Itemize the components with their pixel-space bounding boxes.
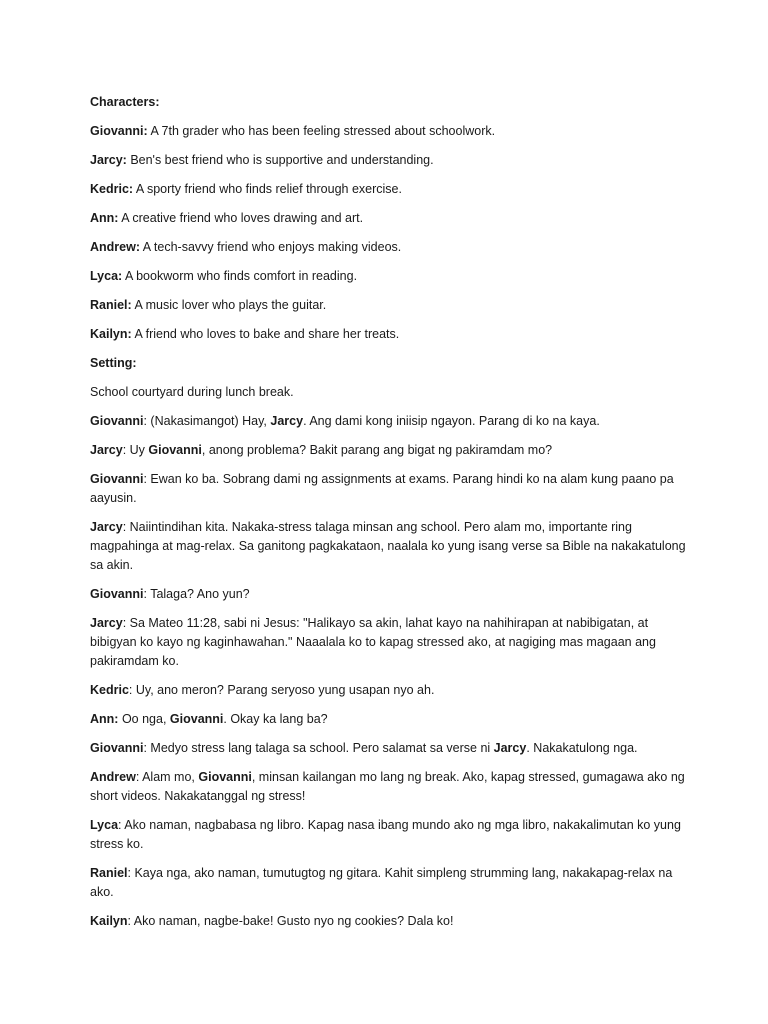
bold-text-run: Characters: <box>90 95 160 109</box>
bold-text-run: Andrew <box>90 770 136 784</box>
text-run: : Kaya nga, ako naman, tumutugtog ng gitara. Kahit simpleng strumming lang, nakakapag-relax na ako. <box>90 866 673 899</box>
bold-text-run: Jarcy <box>493 741 527 755</box>
text-run: A sporty friend who finds relief through exercise. <box>133 182 402 196</box>
bold-text-run: Jarcy <box>90 520 123 534</box>
text-run: : Uy <box>122 443 149 457</box>
paragraph <box>90 518 690 575</box>
bold-text-run: Giovanni <box>90 414 144 428</box>
text-run: , minsan kailangan mo lang ng break. Ako, kapag stressed, gumagawa ako ng short videos. Nakakatanggal ng stress! <box>90 770 685 803</box>
text-run: Ben's best friend who is supportive and understanding. <box>126 153 434 167</box>
paragraph <box>90 209 690 228</box>
bold-text-run: Jarcy <box>90 616 123 630</box>
text-run: : Talaga? Ano yun? <box>143 587 250 601</box>
text-run: A 7th grader who has been feeling stressed about schoolwork. <box>147 124 496 138</box>
bold-text-run: Kedric <box>90 683 129 697</box>
paragraph <box>90 681 690 700</box>
bold-text-run: Kailyn: <box>90 327 132 341</box>
text-run: . Nakakatulong nga. <box>526 741 638 755</box>
paragraph <box>90 816 690 854</box>
text-run: A friend who loves to bake and share her treats. <box>131 327 400 341</box>
bold-text-run: Ann: <box>90 211 119 225</box>
paragraph <box>90 383 690 402</box>
bold-text-run: Raniel: <box>90 298 132 312</box>
paragraph <box>90 912 690 931</box>
text-run: : Ako naman, nagbe-bake! Gusto nyo ng cookies? Dala ko! <box>127 914 454 928</box>
text-run: A bookworm who finds comfort in reading. <box>122 269 358 283</box>
bold-text-run: Lyca: <box>90 269 123 283</box>
text-run: A creative friend who loves drawing and art. <box>118 211 364 225</box>
bold-text-run: Giovanni <box>90 741 144 755</box>
text-run: : Ako naman, nagbabasa ng libro. Kapag nasa ibang mundo ako ng mga libro, nakakalimutan ko yung stress ko. <box>90 818 681 851</box>
paragraph <box>90 768 690 806</box>
text-run: . Okay ka lang ba? <box>223 712 328 726</box>
text-run: : Medyo stress lang talaga sa school. Pero salamat sa verse ni <box>143 741 494 755</box>
document-page <box>90 93 690 941</box>
bold-text-run: Lyca <box>90 818 119 832</box>
bold-text-run: Giovanni <box>198 770 252 784</box>
text-run: A music lover who plays the guitar. <box>131 298 327 312</box>
paragraph <box>90 151 690 170</box>
bold-text-run: Raniel <box>90 866 128 880</box>
text-run: A tech-savvy friend who enjoys making videos. <box>140 240 402 254</box>
text-run: , anong problema? Bakit parang ang bigat ng pakiramdam mo? <box>201 443 553 457</box>
bold-text-run: Jarcy <box>90 443 123 457</box>
text-run: : (Nakasimangot) Hay, <box>143 414 271 428</box>
paragraph <box>90 412 690 431</box>
text-run: : Ewan ko ba. Sobrang dami ng assignments at exams. Parang hindi ko na alam kung paano pa aayusin. <box>90 472 674 505</box>
paragraph <box>90 614 690 671</box>
bold-text-run: Giovanni <box>90 587 144 601</box>
bold-text-run: Giovanni <box>169 712 224 726</box>
bold-text-run: Giovanni <box>148 443 202 457</box>
text-run: Oo nga, <box>118 712 170 726</box>
paragraph <box>90 710 690 729</box>
bold-text-run: Jarcy: <box>90 153 127 167</box>
bold-text-run: Kailyn <box>90 914 128 928</box>
text-run: School courtyard during lunch break. <box>90 385 294 399</box>
bold-text-run: Kedric: <box>90 182 134 196</box>
paragraph <box>90 93 690 112</box>
text-run: : Sa Mateo 11:28, sabi ni Jesus: "Halikayo sa akin, lahat kayo na nahihirapan at nabibigatan, at bibigyan ko kayo ng kaginhawahan." Naaalala ko to kapag stressed ako, at nagiging mas magaan ang pakiramdam ko. <box>90 616 656 668</box>
bold-text-run: Jarcy <box>270 414 304 428</box>
bold-text-run: Giovanni <box>90 472 144 486</box>
paragraph <box>90 238 690 257</box>
paragraph <box>90 122 690 141</box>
paragraph <box>90 864 690 902</box>
paragraph <box>90 354 690 373</box>
bold-text-run: Ann: <box>90 712 119 726</box>
paragraph <box>90 267 690 286</box>
text-run: : Alam mo, <box>135 770 199 784</box>
paragraph <box>90 180 690 199</box>
text-run: : Naiintindihan kita. Nakaka-stress talaga minsan ang school. Pero alam mo, importante ring magpahinga at mag-relax. Sa ganitong pagkakataon, naalala ko yung isang verse sa Bible na nakakatulong sa akin. <box>90 520 686 572</box>
bold-text-run: Giovanni: <box>90 124 148 138</box>
text-run: . Ang dami kong iniisip ngayon. Parang di ko na kaya. <box>303 414 600 428</box>
paragraph <box>90 296 690 315</box>
paragraph <box>90 585 690 604</box>
paragraph <box>90 325 690 344</box>
paragraph <box>90 441 690 460</box>
paragraph <box>90 470 690 508</box>
paragraph <box>90 739 690 758</box>
bold-text-run: Setting: <box>90 356 137 370</box>
bold-text-run: Andrew: <box>90 240 140 254</box>
text-run: : Uy, ano meron? Parang seryoso yung usapan nyo ah. <box>128 683 435 697</box>
